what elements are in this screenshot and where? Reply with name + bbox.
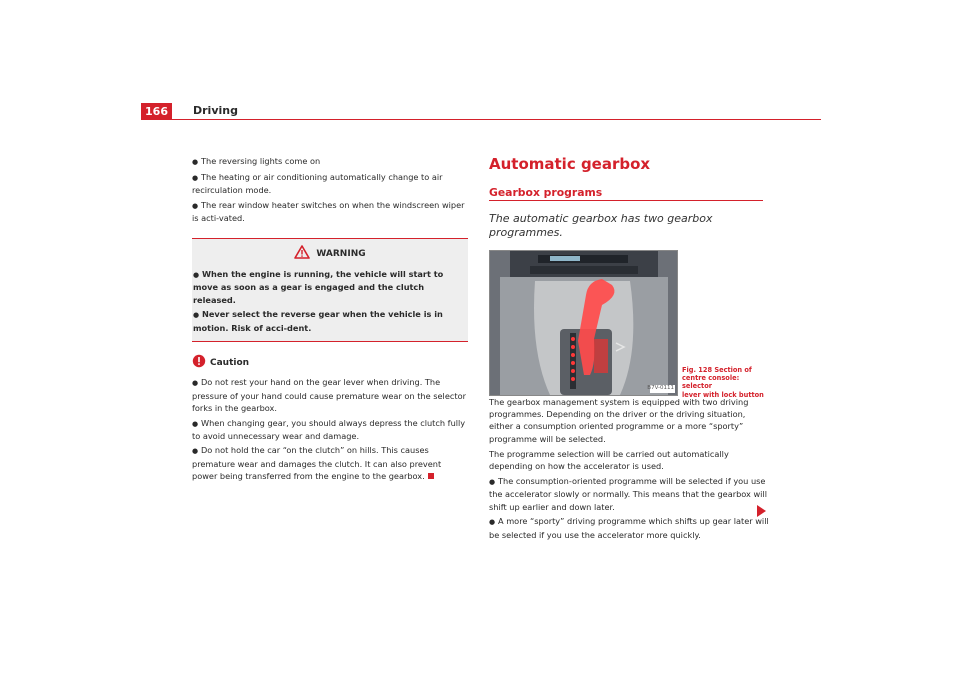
section-title: Automatic gearbox (489, 155, 651, 173)
warning-title: WARNING (316, 248, 366, 259)
gear-selector-photo (489, 250, 678, 396)
image-code: B7V-0111 (647, 385, 674, 391)
exclamation-circle-icon (192, 354, 206, 371)
list-item: ● A more “sporty” driving programme which shifts up gear later will be selected if you use the accelerator more quickly. (489, 516, 769, 540)
caution-heading (192, 354, 468, 371)
header-rule (141, 119, 821, 120)
list-item: ● The rear window heater switches on when the windscreen wiper is acti-vated. (192, 199, 465, 223)
page-title: Driving (193, 104, 238, 117)
section-end-marker (428, 473, 434, 479)
caution-title: Caution (210, 357, 250, 368)
list-item: ● When the engine is running, the vehicle will start to move as soon as a gear is engaged and the clutch released. (193, 269, 444, 305)
figure (489, 250, 769, 399)
subsection-title: Gearbox programs (489, 186, 763, 201)
list-item: ● Never select the reverse gear when the vehicle is in motion. Risk of acci-dent. (193, 309, 443, 333)
paragraph: The programme selection will be carried out automatically depending on how the accelerator is used. (489, 448, 729, 472)
warning-triangle-icon (294, 245, 310, 262)
figure-caption: Fig. 128 Section of centre console: selector lever with lock button (682, 366, 764, 399)
list-item: ● The consumption-oriented programme will be selected if you use the accelerator slowly or normally. This means that the gearbox will shift up earlier and down later. (489, 476, 768, 512)
list-item: ● Do not rest your hand on the gear lever when driving. The pressure of your hand could cause premature wear on the selector forks in the gearbox. (192, 377, 466, 413)
list-item: ● The reversing lights come on (192, 156, 321, 166)
page-number: 166 (141, 103, 172, 120)
list-item: ● When changing gear, you should always depress the clutch fully to avoid unnecessary wear and damage. (192, 417, 466, 441)
list-item: ● The heating or air conditioning automatically change to air recirculation mode. (192, 171, 443, 195)
intro-text: The automatic gearbox has two gearbox programmes. (489, 212, 713, 239)
left-column (192, 155, 468, 485)
list-item: ● Do not hold the car “on the clutch” on hills. This causes premature wear and damages the clutch. It can also prevent power being transferred from the engine to the gearbox. (192, 445, 442, 481)
right-column (489, 155, 769, 543)
paragraph: The gearbox management system is equipped with two driving programmes. Depending on the driver or the driving situation, either a consumption oriented programme or a more “sporty” programme will be selected. (489, 397, 749, 444)
warning-box (192, 238, 468, 342)
next-page-arrow-icon[interactable] (757, 505, 766, 517)
